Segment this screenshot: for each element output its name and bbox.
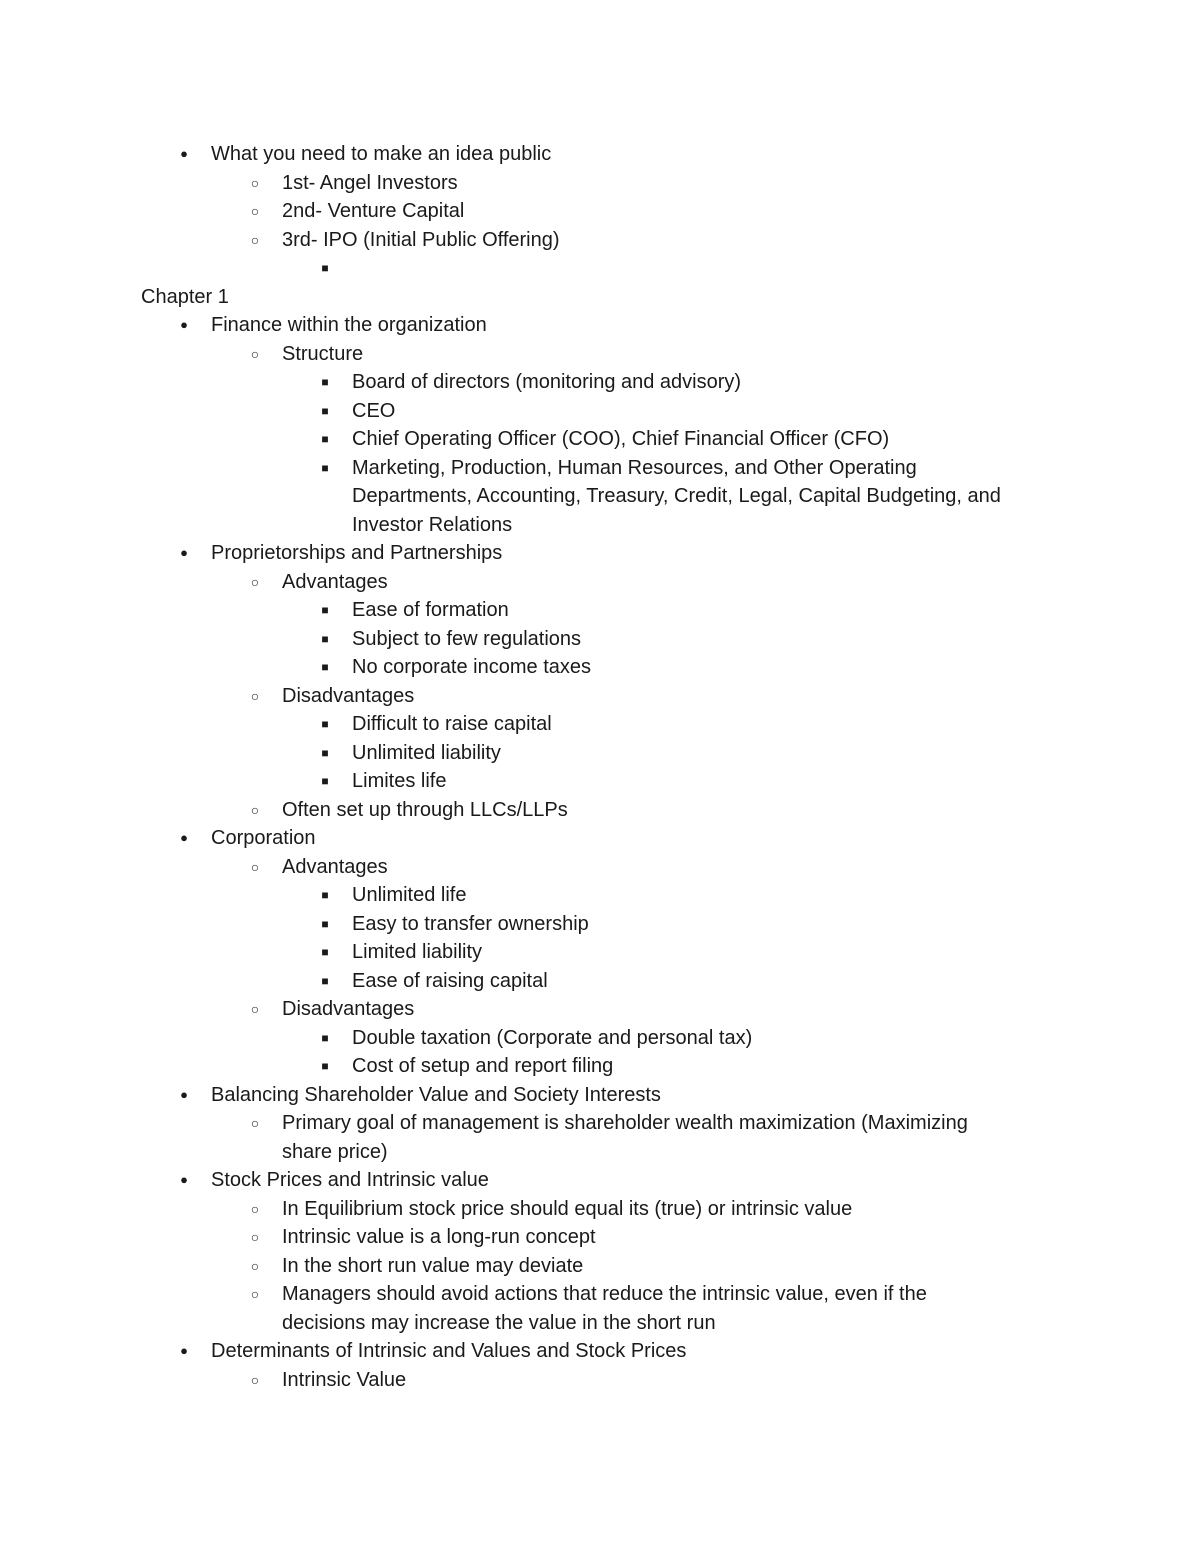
list-item-text: CEO <box>352 399 396 422</box>
list-item-text: Intrinsic value is a long-run concept <box>282 1226 596 1248</box>
bullet-square-icon: ■ <box>321 432 329 446</box>
bullet-circle-icon: ○ <box>250 231 260 248</box>
bullet-square-icon: ■ <box>321 916 329 931</box>
list-item-text: Proprietorships and Partnerships <box>211 542 503 564</box>
list-item-text: Double taxation (Corporate and personal tax) <box>352 1026 753 1049</box>
bullet-disc-icon: ● <box>180 1343 188 1358</box>
bullet-square-icon: ■ <box>321 1059 329 1073</box>
list-item-text: Unlimited life <box>352 884 467 906</box>
bullet-square-icon: ■ <box>321 717 329 731</box>
list-item-text: Ease of formation <box>352 599 509 621</box>
list-item-text: Unlimited liability <box>352 741 501 764</box>
list-item-text: What you need to make an idea public <box>211 143 552 165</box>
list-item-text: Investor Relations <box>352 513 513 536</box>
list-item-text: decisions may increase the value in the short run <box>282 1311 716 1334</box>
list-item-text: Subject to few regulations <box>352 627 582 650</box>
bullet-square-icon: ■ <box>321 745 329 760</box>
bullet-disc-icon: ● <box>180 545 188 560</box>
bullet-circle-icon: ○ <box>250 1286 260 1302</box>
list-item-text: 1st- Angel Investors <box>282 171 458 194</box>
bullet-circle-icon: ○ <box>250 1257 260 1274</box>
list-item-text: In Equilibrium stock price should equal its (true) or intrinsic value <box>282 1197 853 1220</box>
bullet-circle-icon: ○ <box>250 687 260 704</box>
list-item-text: Determinants of Intrinsic and Values and Stock Prices <box>211 1340 687 1362</box>
list-item-text: Intrinsic Value <box>282 1368 407 1391</box>
bullet-circle-icon: ○ <box>250 573 260 590</box>
list-item-text: Difficult to raise capital <box>352 713 552 735</box>
bullet-disc-icon: ● <box>180 1172 188 1187</box>
list-item-text: Ease of raising capital <box>352 969 548 992</box>
bullet-square-icon: ■ <box>321 403 329 418</box>
bullet-circle-icon: ○ <box>250 1115 260 1131</box>
bullet-circle-icon: ○ <box>250 203 260 219</box>
bullet-circle-icon: ○ <box>250 801 260 818</box>
bullet-square-icon: ■ <box>321 603 329 617</box>
list-item-text: Chief Operating Officer (COO), Chief Financial Officer (CFO) <box>352 428 890 450</box>
list-item-text: Cost of setup and report filing <box>352 1055 614 1077</box>
list-item-text: Advantages <box>282 855 388 878</box>
list-item-text: Structure <box>282 342 364 365</box>
list-item-text: Limited liability <box>352 941 483 963</box>
bullet-disc-icon: ● <box>180 1086 188 1102</box>
list-item-text: Disadvantages <box>282 998 415 1020</box>
list-item-text: Easy to transfer ownership <box>352 912 589 935</box>
bullet-square-icon: ■ <box>321 261 329 275</box>
bullet-disc-icon: ● <box>180 317 188 332</box>
bullet-square-icon: ■ <box>321 460 329 475</box>
list-item-text: Managers should avoid actions that reduce the intrinsic value, even if the <box>282 1283 927 1305</box>
list-item-text: In the short run value may deviate <box>282 1254 584 1277</box>
bullet-square-icon: ■ <box>321 660 329 674</box>
list-item-text: 3rd- IPO (Initial Public Offering) <box>282 228 560 251</box>
bullet-disc-icon: ● <box>180 146 188 161</box>
list-item-text: Marketing, Production, Human Resources, and Other Operating <box>352 456 917 479</box>
bullet-circle-icon: ○ <box>250 1371 260 1388</box>
list-item-text: Often set up through LLCs/LLPs <box>282 798 568 821</box>
list-item-text: 2nd- Venture Capital <box>282 200 465 222</box>
bullet-square-icon: ■ <box>321 945 329 959</box>
list-item-text: Departments, Accounting, Treasury, Credit, Legal, Capital Budgeting, and <box>352 485 1001 507</box>
list-item-text: share price) <box>282 1140 388 1163</box>
list-item-text: Balancing Shareholder Value and Society Interests <box>211 1083 661 1106</box>
list-item-text: Board of directors (monitoring and advisory) <box>352 371 742 393</box>
list-item-text: Disadvantages <box>282 684 415 707</box>
bullet-circle-icon: ○ <box>250 345 260 362</box>
bullet-square-icon: ■ <box>321 888 329 902</box>
bullet-square-icon: ■ <box>321 631 329 646</box>
bullet-disc-icon: ● <box>180 830 188 845</box>
bullet-circle-icon: ○ <box>250 1001 260 1017</box>
list-item-text: Advantages <box>282 570 388 593</box>
list-item-text: Primary goal of management is shareholder wealth maximization (Maximizing <box>282 1112 968 1134</box>
list-item-text: Corporation <box>211 827 316 849</box>
list-item-text: Stock Prices and Intrinsic value <box>211 1169 489 1191</box>
list-item-text: Finance within the organization <box>211 314 487 336</box>
bullet-circle-icon: ○ <box>250 858 260 875</box>
bullet-square-icon: ■ <box>321 774 329 788</box>
section-heading: Chapter 1 <box>141 285 229 308</box>
bullet-square-icon: ■ <box>321 375 329 389</box>
bullet-square-icon: ■ <box>321 1030 329 1045</box>
bullet-circle-icon: ○ <box>250 1229 260 1245</box>
list-item-text: Limites life <box>352 770 447 792</box>
bullet-circle-icon: ○ <box>250 174 260 191</box>
bullet-square-icon: ■ <box>321 973 329 988</box>
bullet-circle-icon: ○ <box>250 1200 260 1217</box>
list-item-text: No corporate income taxes <box>352 656 592 678</box>
